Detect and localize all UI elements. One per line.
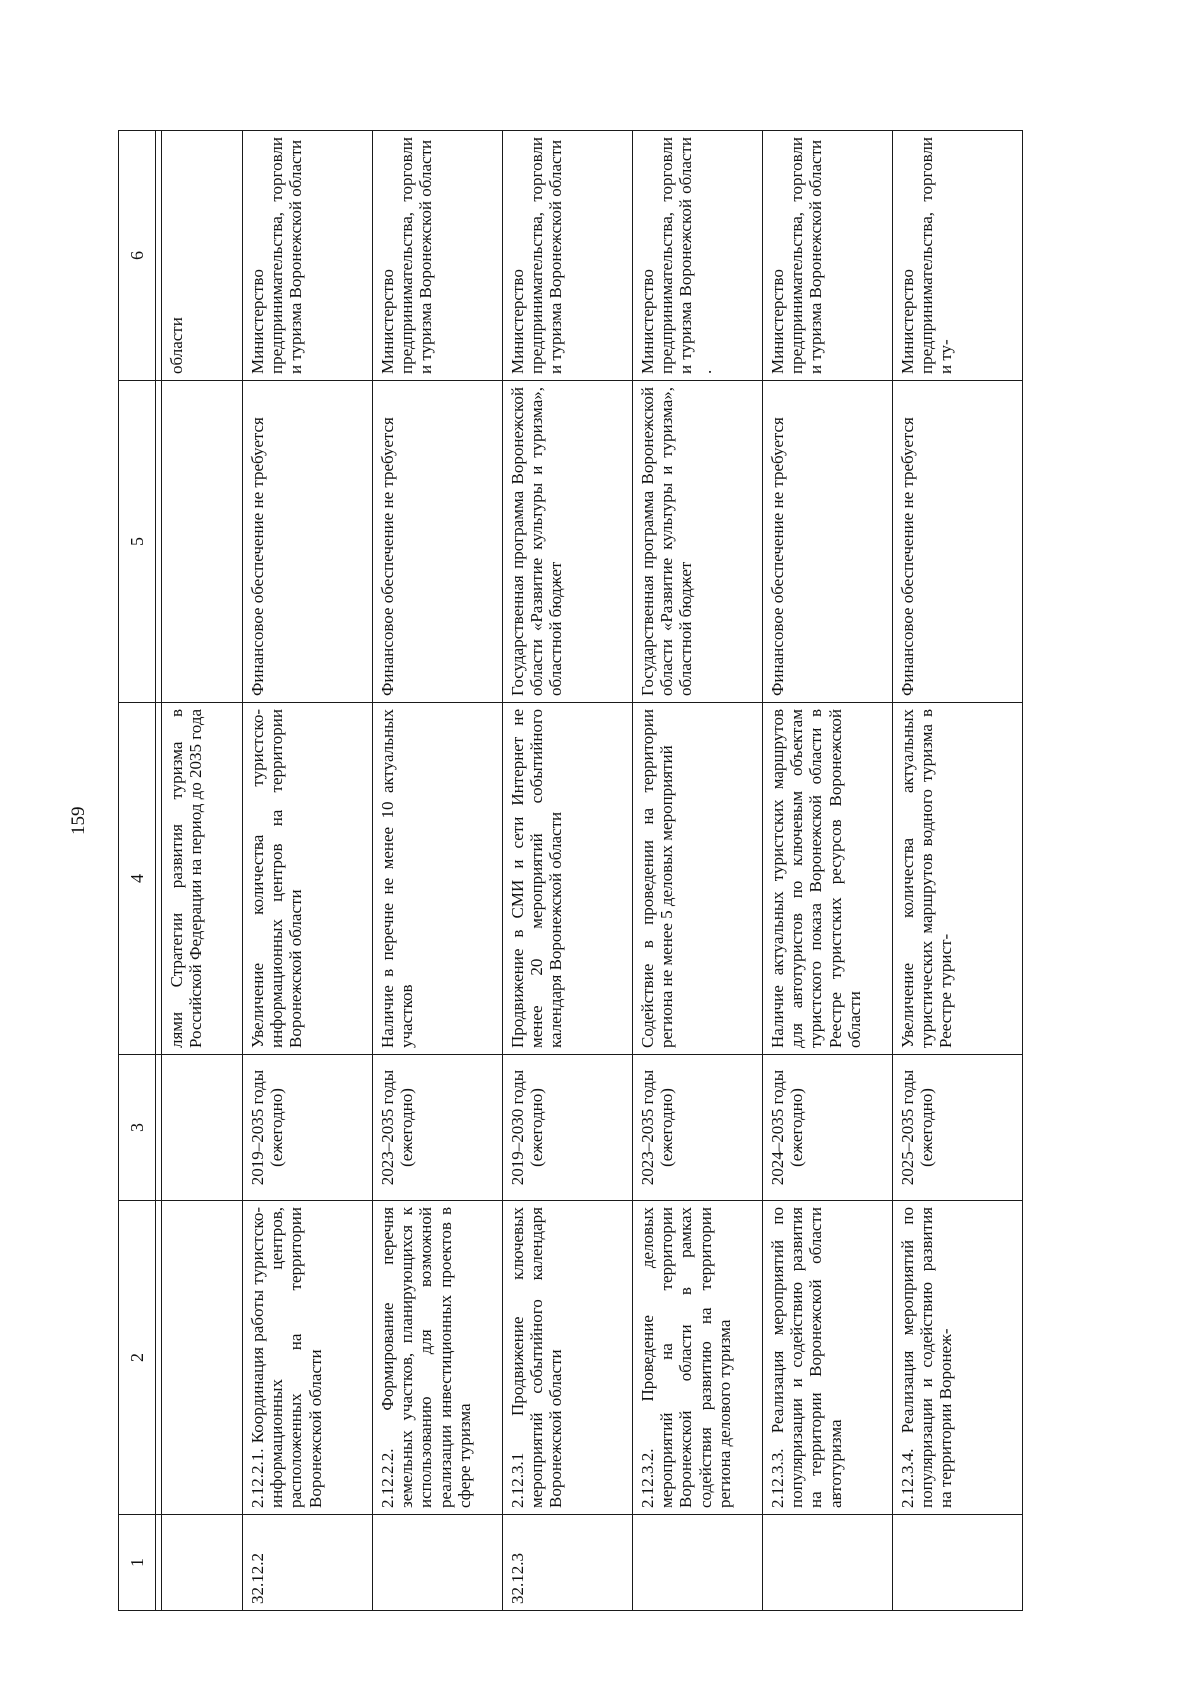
- cell-executor: Министерство предпринимательства, торговли и туризма Воронежской области: [373, 131, 503, 381]
- cell-executor: Министерство предпринимательства, торговли и ту-: [893, 131, 1023, 381]
- table-row: [633, 131, 763, 1611]
- cell-measure: 2.12.2.1. Координация работы туристско-информационных центров, расположенных на территории Воронежской области: [243, 1201, 373, 1515]
- cell-result: Увеличение количества актуальных туристических маршрутов водного туризма в Реестре турист-: [893, 703, 1023, 1055]
- cell-period: [162, 1055, 243, 1201]
- continuation-row: [162, 131, 243, 1611]
- cell-number: 32.12.3: [503, 1515, 633, 1611]
- cell-period: 2025–2035 годы (ежегодно): [893, 1055, 1023, 1201]
- cell-result: лями Стратегии развития туризма в Российской Федерации на период до 2035 года: [162, 703, 243, 1055]
- cell-finance: Финансовое обеспечение не требуется: [763, 381, 893, 703]
- cell-finance: Государственная программа Воронежской области «Развитие культуры и туризма», областной бюджет: [633, 381, 763, 703]
- document-table-frame: [118, 131, 1066, 1611]
- table-row: [243, 131, 373, 1611]
- cell-finance: Государственная программа Воронежской области «Развитие культуры и туризма», областной бюджет: [503, 381, 633, 703]
- cell-finance: Финансовое обеспечение не требуется: [373, 381, 503, 703]
- cell-finance: [162, 381, 243, 703]
- cell-executor: Министерство предпринимательства, торговли и туризма Воронежской области: [243, 131, 373, 381]
- header-col-6: 6: [119, 131, 156, 381]
- cell-executor: Министерство предпринимательства, торговли и туризма Воронежской области: [503, 131, 633, 381]
- cell-result: Увеличение количества туристско-информационных центров на территории Воронежской области: [243, 703, 373, 1055]
- cell-period: 2023–2035 годы (ежегодно): [373, 1055, 503, 1201]
- cell-measure: 2.12.2.2. Формирование перечня земельных участков, планирующихся к использованию для возможной реализации инвестиционных проектов в сфере туризма: [373, 1201, 503, 1515]
- cell-number: [162, 1515, 243, 1611]
- cell-measure: 2.12.3.3. Реализация мероприятий по популяризации и содействию развития на территории Воронежской области автотуризма: [763, 1201, 893, 1515]
- measures-table: [118, 130, 1023, 1611]
- header-col-4: 4: [119, 703, 156, 1055]
- cell-number: [373, 1515, 503, 1611]
- cell-measure: 2.12.3.4. Реализация мероприятий по популяризации и содействию развития на территории Воронеж-: [893, 1201, 1023, 1515]
- header-col-2: 2: [119, 1201, 156, 1515]
- cell-period: 2023–2035 годы (ежегодно): [633, 1055, 763, 1201]
- header-col-5: 5: [119, 381, 156, 703]
- cell-result: Содействие в проведении на территории региона не менее 5 деловых мероприятий: [633, 703, 763, 1055]
- cell-measure: 2.12.3.1 Продвижение ключевых мероприятий событийного календаря Воронежской области: [503, 1201, 633, 1515]
- table-row: [893, 131, 1023, 1611]
- cell-number: [633, 1515, 763, 1611]
- cell-executor: области: [162, 131, 243, 381]
- cell-number: [763, 1515, 893, 1611]
- cell-result: Продвижение в СМИ и сети Интернет не менее 20 мероприятий событийного календаря Воронежской области: [503, 703, 633, 1055]
- header-col-3: 3: [119, 1055, 156, 1201]
- cell-executor: Министерство предпринимательства, торговли и туризма Воронежской области: [763, 131, 893, 381]
- cell-number: [893, 1515, 1023, 1611]
- cell-period: 2019–2030 годы (ежегодно): [503, 1055, 633, 1201]
- table-row: [763, 131, 893, 1611]
- cell-finance: Финансовое обеспечение не требуется: [243, 381, 373, 703]
- cell-executor: Министерство предпринимательства, торговли и туризма Воронежской области .: [633, 131, 763, 381]
- page-number: 159: [68, 806, 89, 835]
- table-row: [503, 131, 633, 1611]
- header-col-1: 1: [119, 1515, 156, 1611]
- cell-measure: 2.12.3.2. Проведение деловых мероприятий на территории Воронежской области в рамках содействия развитию на территории региона делового туризма: [633, 1201, 763, 1515]
- cell-period: 2024–2035 годы (ежегодно): [763, 1055, 893, 1201]
- cell-measure: [162, 1201, 243, 1515]
- cell-finance: Финансовое обеспечение не требуется: [893, 381, 1023, 703]
- cell-result: Наличие в перечне не менее 10 актуальных участков: [373, 703, 503, 1055]
- cell-number: 32.12.2: [243, 1515, 373, 1611]
- cell-period: 2019–2035 годы (ежегодно): [243, 1055, 373, 1201]
- header-row: [119, 131, 156, 1611]
- cell-result: Наличие актуальных туристских маршрутов для автотуристов по ключевым объектам туристского показа Воронежской области в Реестре туристских ресурсов Воронежской области: [763, 703, 893, 1055]
- table-row: [373, 131, 503, 1611]
